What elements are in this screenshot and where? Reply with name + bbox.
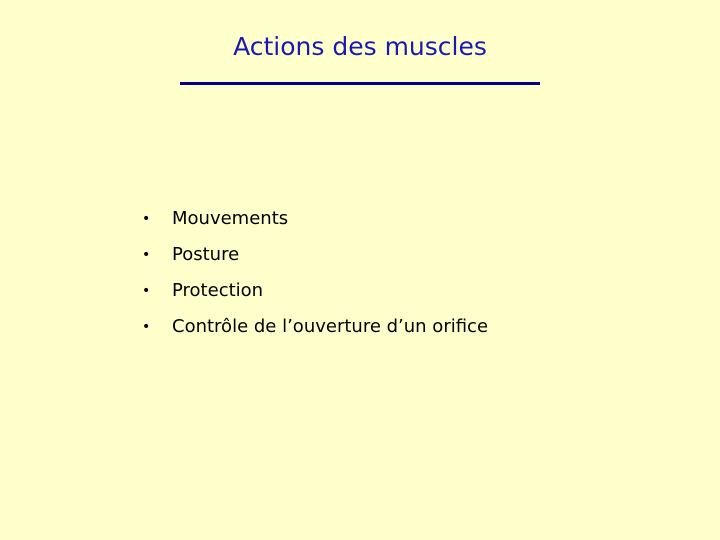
- bullet-dot-icon: •: [142, 283, 151, 299]
- bullet-text: Protection: [172, 280, 264, 301]
- bullet-dot-icon: •: [142, 247, 151, 263]
- bullet-dot-icon: •: [142, 319, 151, 335]
- slide-title: Actions des muscles: [233, 32, 487, 61]
- bullet-text: Mouvements: [172, 208, 289, 229]
- bullet-dot-icon: •: [142, 211, 151, 227]
- bullet-text: Posture: [172, 244, 240, 265]
- bullet-text: Contrôle de l’ouverture d’un orifice: [172, 316, 489, 337]
- title-underline: [180, 82, 540, 85]
